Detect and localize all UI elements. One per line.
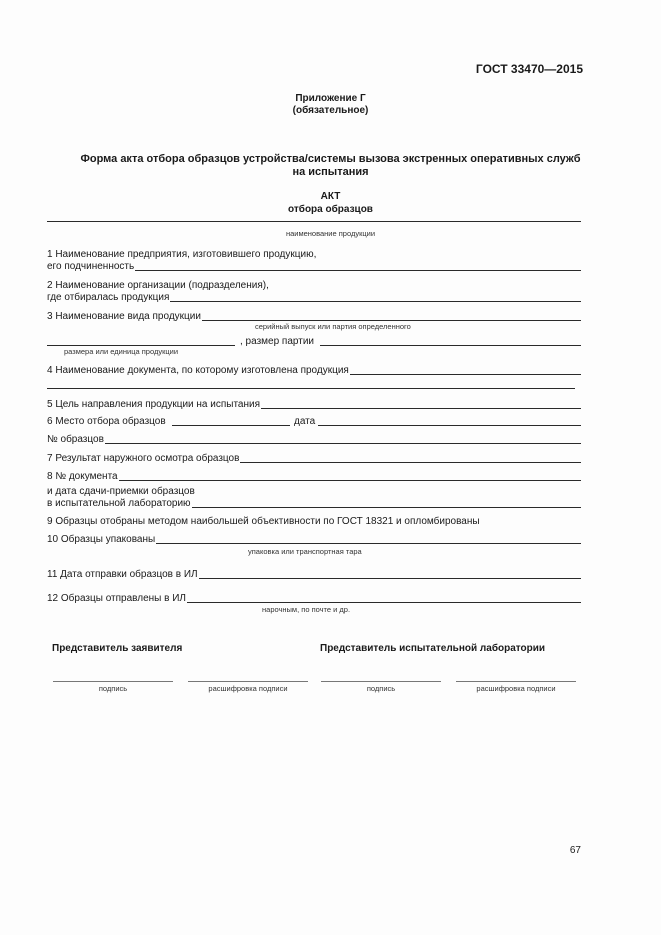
applicant-representative: Представитель заявителя (52, 643, 183, 654)
field-3-batch-line[interactable] (320, 345, 581, 346)
lab-representative: Представитель испытательной лаборатории (320, 643, 546, 654)
field-4-label: 4 Наименование документа, по которому изготовлена продукция (47, 365, 349, 376)
field-5-label: 5 Цель направления продукции на испытания (47, 399, 261, 410)
field-8-line[interactable] (47, 480, 581, 481)
applicant-sign-caption: подпись (98, 684, 128, 693)
lab-decode-line[interactable] (456, 681, 576, 682)
field-6-label: 6 Место отбора образцов (47, 416, 166, 427)
form-title-line2: на испытания (292, 166, 369, 178)
standard-number: ГОСТ 33470—2015 (475, 62, 583, 76)
field-10-label: 10 Образцы упакованы (47, 534, 156, 545)
field-3-caption-1: серийный выпуск или партия определенного (255, 322, 411, 331)
act-title: АКТ (320, 191, 341, 202)
field-6-date-line[interactable] (318, 425, 581, 426)
appendix-subtitle: (обязательное) (292, 105, 369, 116)
field-10-caption: упаковка или транспортная тара (248, 547, 362, 556)
field-3-label: 3 Наименование вида продукции (47, 311, 201, 322)
field-11-label: 11 Дата отправки образцов в ИЛ (47, 569, 198, 580)
lab-sign-caption: подпись (366, 684, 396, 693)
field-2-label-2: где отбиралась продукция (47, 292, 170, 303)
field-12-label: 12 Образцы отправлены в ИЛ (47, 593, 186, 604)
field-8-label-3: в испытательной лабораторию (47, 498, 191, 509)
applicant-sign-line[interactable] (53, 681, 173, 682)
page-number: 67 (569, 845, 581, 856)
field-6-num-label: № образцов (47, 434, 104, 445)
field-1-label-2: его подчиненность (47, 261, 135, 272)
lab-decode-caption: расшифровка подписи (476, 684, 556, 693)
field-3-size-label: , размер партии (240, 336, 314, 347)
field-7-label: 7 Результат наружного осмотра образцов (47, 453, 240, 464)
field-1-label-1: 1 Наименование предприятия, изготовившего продукцию, (47, 249, 317, 260)
field-4-line-2[interactable] (47, 388, 575, 389)
field-6-date-label: дата (294, 416, 316, 427)
lab-sign-line[interactable] (321, 681, 441, 682)
field-9-label: 9 Образцы отобраны методом наибольшей объективности по ГОСТ 18321 и опломбированы (47, 516, 480, 527)
field-8-label: 8 № документа (47, 471, 118, 482)
field-6-num-line[interactable] (47, 443, 581, 444)
product-name-line[interactable] (47, 221, 581, 222)
field-3-size-line[interactable] (47, 345, 235, 346)
field-12-caption: нарочным, по почте и др. (262, 605, 351, 614)
field-3-caption-2: размера или единица продукции (64, 347, 179, 356)
appendix-title: Приложение Г (295, 93, 366, 104)
field-8-label-2: и дата сдачи-приемки образцов (47, 486, 195, 497)
form-title-line1: Форма акта отбора образцов устройства/системы вызова экстренных оперативных служб (80, 153, 581, 165)
field-2-label-1: 2 Наименование организации (подразделения), (47, 280, 269, 291)
product-name-caption: наименование продукции (285, 229, 376, 238)
field-6-place-line[interactable] (172, 425, 290, 426)
applicant-decode-caption: расшифровка подписи (208, 684, 288, 693)
act-subtitle: отбора образцов (288, 204, 373, 215)
applicant-decode-line[interactable] (188, 681, 308, 682)
